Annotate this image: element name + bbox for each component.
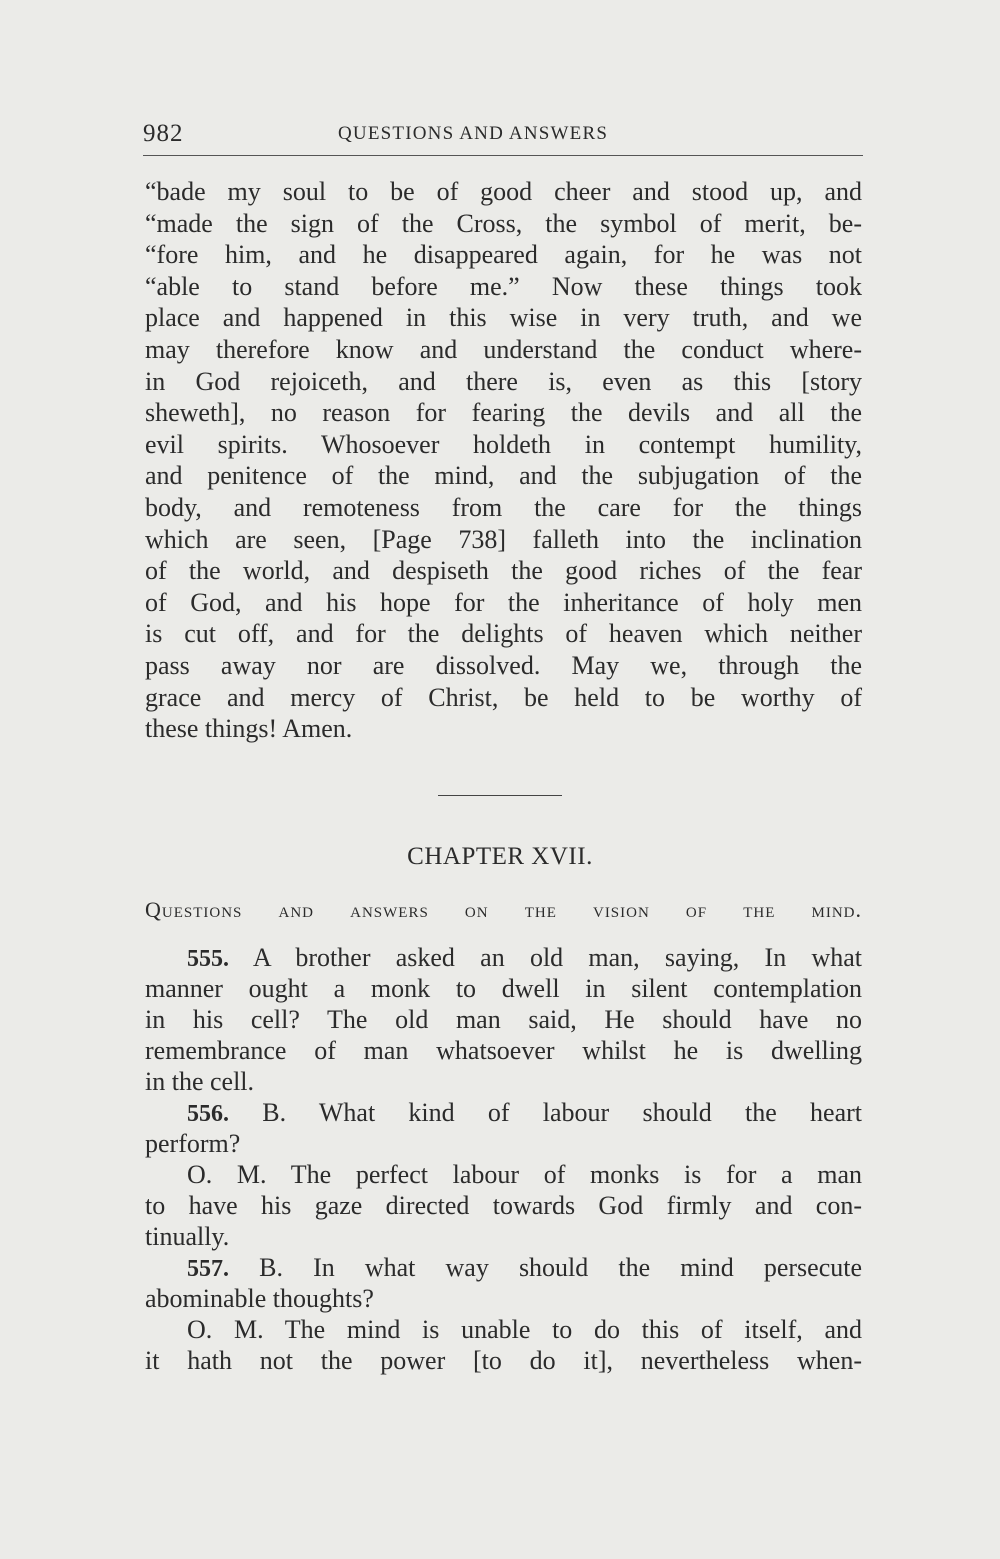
chapter-heading: CHAPTER XVII.: [407, 843, 593, 870]
text-line: body, and remoteness from the care for the things: [145, 492, 862, 522]
question-number: 555.: [187, 946, 229, 972]
running-head: [143, 120, 863, 156]
page-number: 982: [143, 120, 184, 147]
text-line: and penitence of the mind, and the subjugation of the: [145, 461, 862, 491]
text-line: sheweth], no reason for fearing the devils and all the: [145, 398, 862, 428]
text-line: grace and mercy of Christ, be held to be worthy of: [145, 682, 862, 712]
text-line: is cut off, and for the delights of heaven which neither: [145, 619, 862, 649]
text-line: in the cell.: [145, 1067, 255, 1096]
question-line: 557. B. In what way should the mind persecute: [187, 1253, 863, 1282]
text-line: these things! Amen.: [145, 714, 353, 744]
body-paragraph: [145, 176, 862, 745]
text-line: place and happened in this wise in very truth, and we: [145, 303, 862, 333]
text-line: which are seen, [Page 738] falleth into the inclination: [145, 524, 862, 554]
text-line: “fore him, and he disappeared again, for he was not: [145, 240, 862, 270]
text-line: of God, and his hope for the inheritance of holy men: [145, 587, 862, 617]
text-line: pass away nor are dissolved. May we, through the: [145, 650, 862, 680]
text-line: of the world, and despiseth the good riches of the fear: [145, 556, 862, 586]
question-number: 557.: [187, 1256, 229, 1282]
text-line: remembrance of man whatsoever whilst he is dwelling: [145, 1036, 862, 1065]
text-line: abominable thoughts?: [145, 1284, 374, 1313]
chapter-subtitle: [145, 897, 862, 923]
text-line: “made the sign of the Cross, the symbol of merit, be-: [145, 208, 862, 238]
question-line: 555. A brother asked an old man, saying, In what: [187, 943, 862, 972]
text-line: perform?: [145, 1129, 241, 1158]
text-line: to have his gaze directed towards God firmly and con-: [145, 1191, 862, 1220]
text-line: manner ought a monk to dwell in silent contemplation: [145, 974, 862, 1003]
questions-answers: [145, 942, 862, 1376]
text-line: in God rejoiceth, and there is, even as this [story: [145, 366, 862, 396]
text-line: may therefore know and understand the conduct where-: [145, 334, 862, 364]
header-rule: [143, 155, 863, 156]
text-line: “able to stand before me.” Now these things took: [145, 271, 862, 301]
question-line: 556. B. What kind of labour should the heart: [187, 1098, 863, 1127]
text-line: “bade my soul to be of good cheer and stood up, and: [145, 177, 862, 206]
question-number: 556.: [187, 1101, 229, 1127]
section-divider: [438, 795, 562, 796]
answer-line: O. M. The mind is unable to do this of itself, and: [187, 1315, 862, 1344]
text-line: evil spirits. Whosoever holdeth in contempt humility,: [145, 429, 862, 459]
running-title: QUESTIONS AND ANSWERS: [338, 123, 609, 144]
text-line: tinually.: [145, 1222, 230, 1251]
text-line: it hath not the power [to do it], nevertheless when-: [145, 1346, 862, 1375]
text-line: in his cell? The old man said, He should have no: [145, 1005, 862, 1034]
answer-line: O. M. The perfect labour of monks is for a man: [187, 1160, 862, 1189]
chapter-subtitle-text: Questions and answers on the vision of the mind.: [145, 897, 862, 922]
